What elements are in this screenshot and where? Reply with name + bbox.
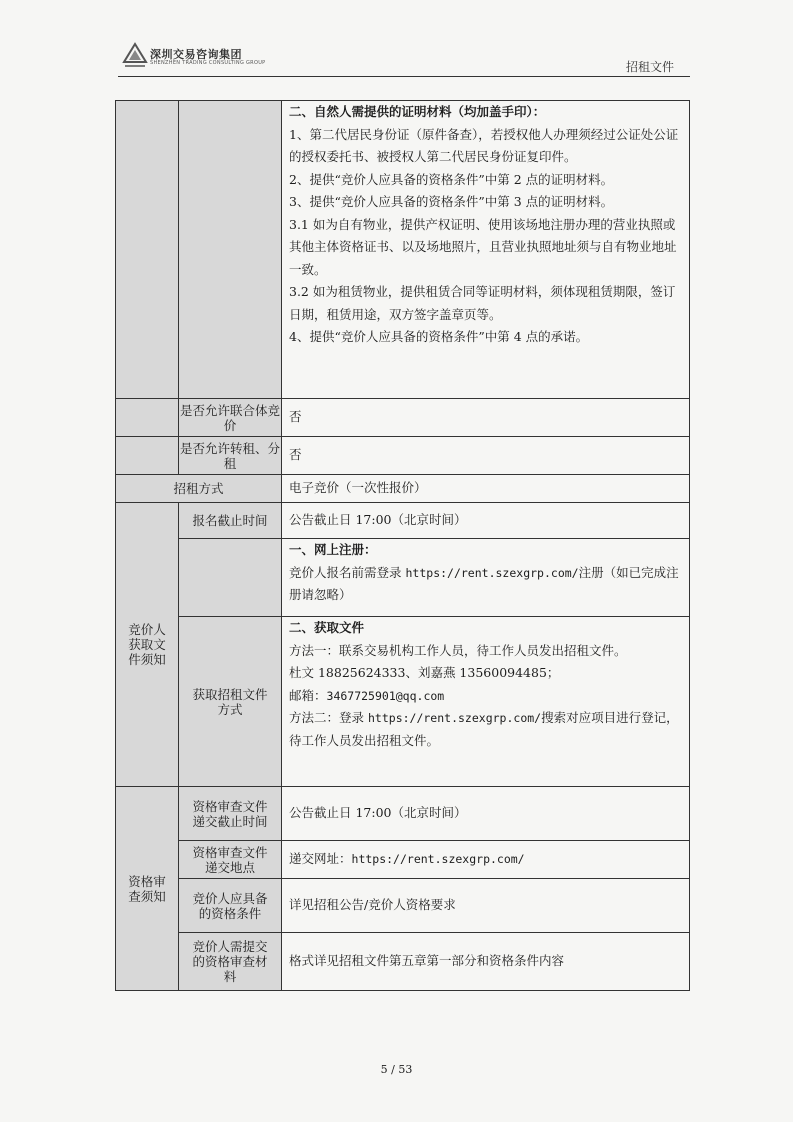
material-item: 2、提供“竞价人应具备的资格条件”中第 2 点的证明材料。	[289, 171, 614, 187]
lease-method-value: 电子竞价（一次性报价）	[282, 475, 690, 503]
material-item: 3.1 如为自有物业，提供产权证明、使用该场地注册办理的营业执照或其他主体资格证书、以及场地照片，且营业执照地址须与自有物业地址一致。	[289, 216, 677, 277]
material-item: 4、提供“竞价人应具备的资格条件”中第 4 点的承诺。	[289, 329, 589, 344]
category-cell-blank	[116, 101, 179, 399]
registration-text-prefix: 竞价人报名前需登录	[289, 564, 402, 580]
label-cell-blank	[179, 539, 282, 617]
registration-link[interactable]: https://rent.szexgrp.com/	[405, 565, 579, 580]
qualification-row-label	[179, 933, 282, 991]
registration-text-suffix: 注册（如已完成注册请忽略）	[289, 564, 679, 602]
obtain-method-text: 获取招租文件方式	[192, 686, 268, 717]
bidder-section-label	[116, 503, 179, 787]
qualification-row-label-text: 资格审查文件递交截止时间	[192, 798, 268, 829]
sublease-label: 是否允许转租、分租	[179, 437, 282, 475]
obtain-document-info	[282, 617, 690, 787]
lease-method-label: 招租方式	[116, 475, 282, 503]
qualification-row-label-text: 竞价人应具备的资格条件	[192, 890, 268, 921]
qualification-row-value	[282, 841, 690, 879]
qualification-row-label-text: 资格审查文件递交地点	[192, 844, 268, 875]
registration-info	[282, 539, 690, 617]
company-name-en: SHENZHEN TRADING CONSULTING GROUP	[150, 60, 266, 66]
consortium-value: 否	[282, 399, 690, 437]
label-cell-blank	[179, 101, 282, 399]
method-two-prefix: 方法二：登录	[289, 710, 365, 725]
qualification-row-value: 详见招租公告/竞价人资格要求	[282, 879, 690, 933]
email-line	[289, 685, 683, 708]
qualification-row-value: 格式详见招租文件第五章第一部分和资格条件内容	[282, 933, 690, 991]
deadline-label: 报名截止时间	[179, 503, 282, 539]
material-item: 1、第二代居民身份证（原件备查），若授权他人办理须经过公证处公证的授权委托书、被授权人第二代居民身份证复印件。	[289, 126, 679, 164]
method-two-suffix: 搜索对应项目进行登记，待工作人员发出招租文件。	[289, 710, 679, 748]
category-cell-blank	[116, 437, 179, 475]
deadline-value: 公告截止日 17:00（北京时间）	[282, 503, 690, 539]
company-logo-icon	[122, 42, 148, 68]
bidder-section-text: 竞价人获取文件须知	[128, 622, 166, 667]
qualification-section-label	[116, 787, 179, 991]
method-one: 方法一：联系交易机构工作人员，待工作人员发出招租文件。	[289, 642, 627, 658]
qualification-section-text: 资格审查须知	[128, 873, 166, 904]
company-name-cn: 深圳交易咨询集团	[150, 48, 242, 61]
page-header	[118, 40, 688, 78]
material-item: 3.2 如为租赁物业，提供租赁合同等证明材料，须体现租赁期限，签订日期，租赁用途，双方签字盖章页等。	[289, 284, 676, 322]
header-divider	[118, 76, 690, 77]
submission-url-link[interactable]: https://rent.szexgrp.com/	[351, 852, 525, 867]
registration-heading: 一、网上注册：	[289, 542, 377, 557]
method-two	[289, 707, 683, 752]
obtain-method-label	[179, 617, 282, 787]
qualification-row-label	[179, 841, 282, 879]
qualification-row-value: 公告截止日 17:00（北京时间）	[282, 787, 690, 841]
page-number: 5 / 53	[380, 1063, 413, 1076]
registration-text	[289, 562, 683, 607]
qualification-row-label	[179, 787, 282, 841]
natural-person-heading: 二、自然人需提供的证明材料（均加盖手印）：	[289, 104, 546, 119]
category-cell-blank	[116, 399, 179, 437]
email-label: 邮箱：	[289, 687, 327, 703]
email-link[interactable]: 3467725901@qq.com	[326, 688, 445, 703]
qualification-row-label-text: 竞价人需提交的资格审查材料	[192, 939, 268, 984]
rental-info-table	[115, 100, 690, 991]
material-item: 3、提供“竞价人应具备的资格条件”中第 3 点的证明材料。	[289, 194, 614, 209]
document-type: 招租文件	[625, 60, 674, 74]
qualification-row-label	[179, 879, 282, 933]
contact-info: 杜文 18825624333、刘嘉燕 13560094485；	[289, 665, 560, 680]
submission-url-prefix: 递交网址：	[289, 851, 352, 867]
natural-person-materials	[282, 101, 690, 399]
obtain-heading: 二、获取文件	[289, 620, 365, 635]
consortium-label: 是否允许联合体竞价	[179, 399, 282, 437]
method-two-link[interactable]: https://rent.szexgrp.com/	[368, 711, 542, 725]
sublease-value: 否	[282, 437, 690, 475]
